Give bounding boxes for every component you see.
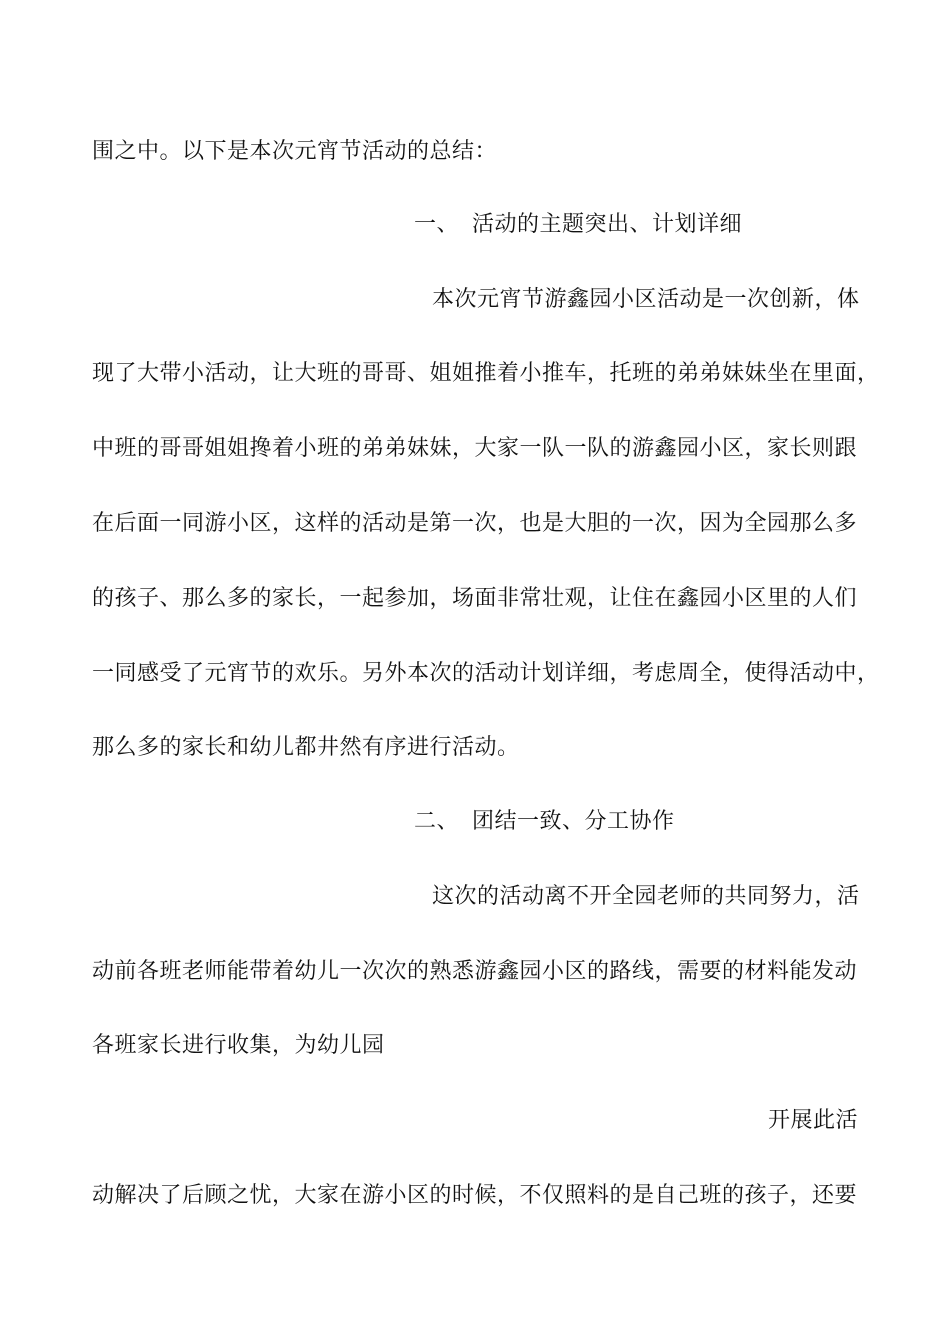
text-line: 的孩子、那么多的家长，一起参加，场面非常壮观，让住在鑫园小区里的人们 [92, 586, 858, 611]
text-line: 围之中。以下是本次元宵节活动的总结： [92, 139, 498, 164]
section-number: 一、 [414, 212, 460, 237]
section-heading: 团结一致、分工协作 [472, 809, 675, 834]
text-line: 各班家长进行收集，为幼儿园 [92, 1033, 385, 1058]
section-number: 二、 [414, 809, 460, 834]
text-line: 动前各班老师能带着幼儿一次次的熟悉游鑫园小区的路线，需要的材料能发动 [92, 959, 858, 984]
text-line: 本次元宵节游鑫园小区活动是一次创新，体 [432, 287, 860, 312]
text-line: 一同感受了元宵节的欢乐。另外本次的活动计划详细，考虑周全，使得活动中， [92, 661, 880, 686]
text-line: 在后面一同游小区，这样的活动是第一次，也是大胆的一次，因为全园那么多 [92, 511, 858, 536]
text-line: 现了大带小活动，让大班的哥哥、姐姐推着小推车，托班的弟弟妹妹坐在里面， [92, 361, 880, 386]
text-line: 开展此活 [767, 1108, 858, 1133]
text-line: 那么多的家长和幼儿都井然有序进行活动。 [92, 735, 520, 760]
text-line: 这次的活动离不开全园老师的共同努力，活 [432, 884, 860, 909]
text-line: 动解决了后顾之忧，大家在游小区的时候，不仅照料的是自己班的孩子，还要 [92, 1183, 858, 1208]
section-heading: 活动的主题突出、计划详细 [472, 212, 743, 237]
text-line: 中班的哥哥姐姐搀着小班的弟弟妹妹，大家一队一队的游鑫园小区，家长则跟 [92, 436, 858, 461]
